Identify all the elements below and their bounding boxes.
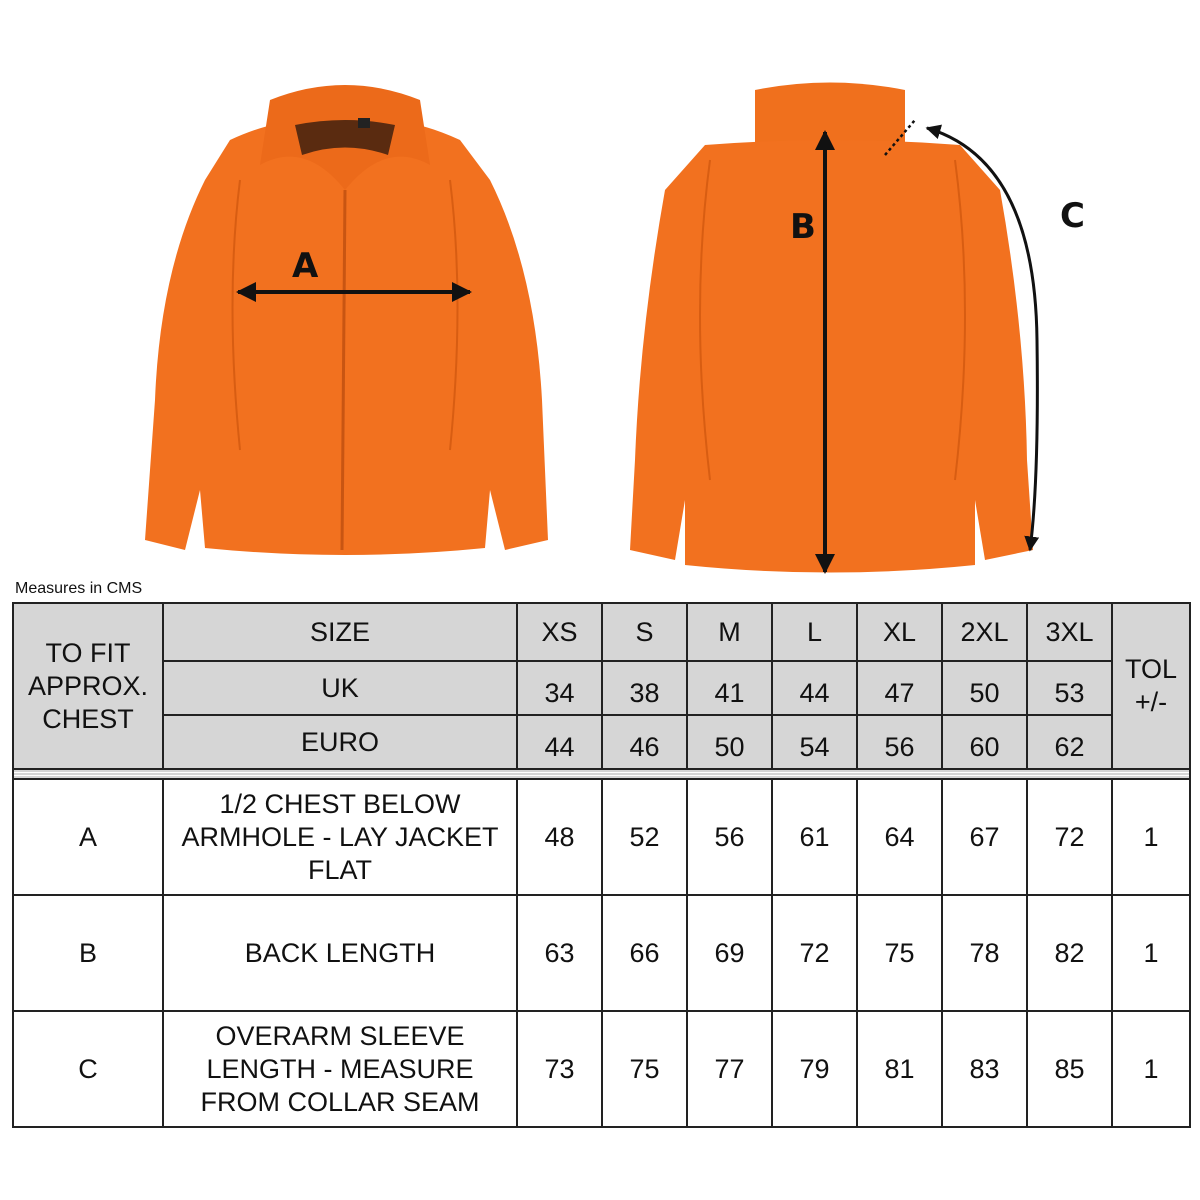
measure-value: 52 [602,779,687,895]
measure-value: 48 [517,779,602,895]
euro-size-cell: 44 [517,715,602,769]
measure-value: 72 [772,895,857,1011]
measure-value: 85 [1027,1011,1112,1127]
size-cell: 2XL [942,603,1027,661]
measure-value: 78 [942,895,1027,1011]
fit-approx-chest-header: TO FIT APPROX. CHEST [13,603,163,769]
jacket-front-image [130,70,560,570]
header-divider [13,769,1190,779]
units-note: Measures in CMS [15,580,143,597]
measure-value: 79 [772,1011,857,1127]
measure-description: BACK LENGTH [163,895,517,1011]
size-cell: XL [857,603,942,661]
measure-value: 82 [1027,895,1112,1011]
uk-size-cell: 50 [942,661,1027,715]
table-row [13,895,1190,1011]
size-cell: 3XL [1027,603,1112,661]
euro-size-cell: 54 [772,715,857,769]
uk-size-cell: 38 [602,661,687,715]
measure-value: 56 [687,779,772,895]
jacket-back-body [630,140,1033,573]
euro-size-cell: 46 [602,715,687,769]
measure-description: OVERARM SLEEVE LENGTH - MEASURE FROM COLLAR SEAM [163,1011,517,1127]
measure-value: 69 [687,895,772,1011]
measure-value: 81 [857,1011,942,1127]
uk-size-cell: 47 [857,661,942,715]
measure-description: 1/2 CHEST BELOW ARMHOLE - LAY JACKET FLAT [163,779,517,895]
uk-size-cell: 53 [1027,661,1112,715]
size-cell: S [602,603,687,661]
uk-size-cell: 41 [687,661,772,715]
measure-value: 67 [942,779,1027,895]
measure-value: 75 [602,1011,687,1127]
measure-value: 64 [857,779,942,895]
tolerance-value: 1 [1112,779,1190,895]
uk-size-cell: 34 [517,661,602,715]
uk-size-cell: 44 [772,661,857,715]
size-row-label: SIZE [163,603,517,661]
measure-code: C [13,1011,163,1127]
measure-a-label: A [292,246,319,286]
size-cell: L [772,603,857,661]
euro-row-label: EURO [163,715,517,769]
size-cell: XS [517,603,602,661]
uk-row-label: UK [163,661,517,715]
tolerance-header: TOL +/- [1112,603,1190,769]
measure-value: 66 [602,895,687,1011]
size-chart-table [12,602,1191,1128]
euro-size-cell: 50 [687,715,772,769]
measure-code: B [13,895,163,1011]
tolerance-value: 1 [1112,1011,1190,1127]
measure-value: 63 [517,895,602,1011]
euro-size-cell: 56 [857,715,942,769]
table-row [13,1011,1190,1127]
euro-size-cell: 60 [942,715,1027,769]
jacket-back-image [615,80,1095,585]
measure-value: 75 [857,895,942,1011]
measure-value: 77 [687,1011,772,1127]
euro-size-cell: 62 [1027,715,1112,769]
tolerance-value: 1 [1112,895,1190,1011]
measure-value: 83 [942,1011,1027,1127]
measure-code: A [13,779,163,895]
table-row [13,779,1190,895]
measure-value: 61 [772,779,857,895]
measure-c-label: C [1060,196,1085,236]
measure-value: 73 [517,1011,602,1127]
measure-value: 72 [1027,779,1112,895]
measure-b-label: B [790,207,816,247]
size-cell: M [687,603,772,661]
